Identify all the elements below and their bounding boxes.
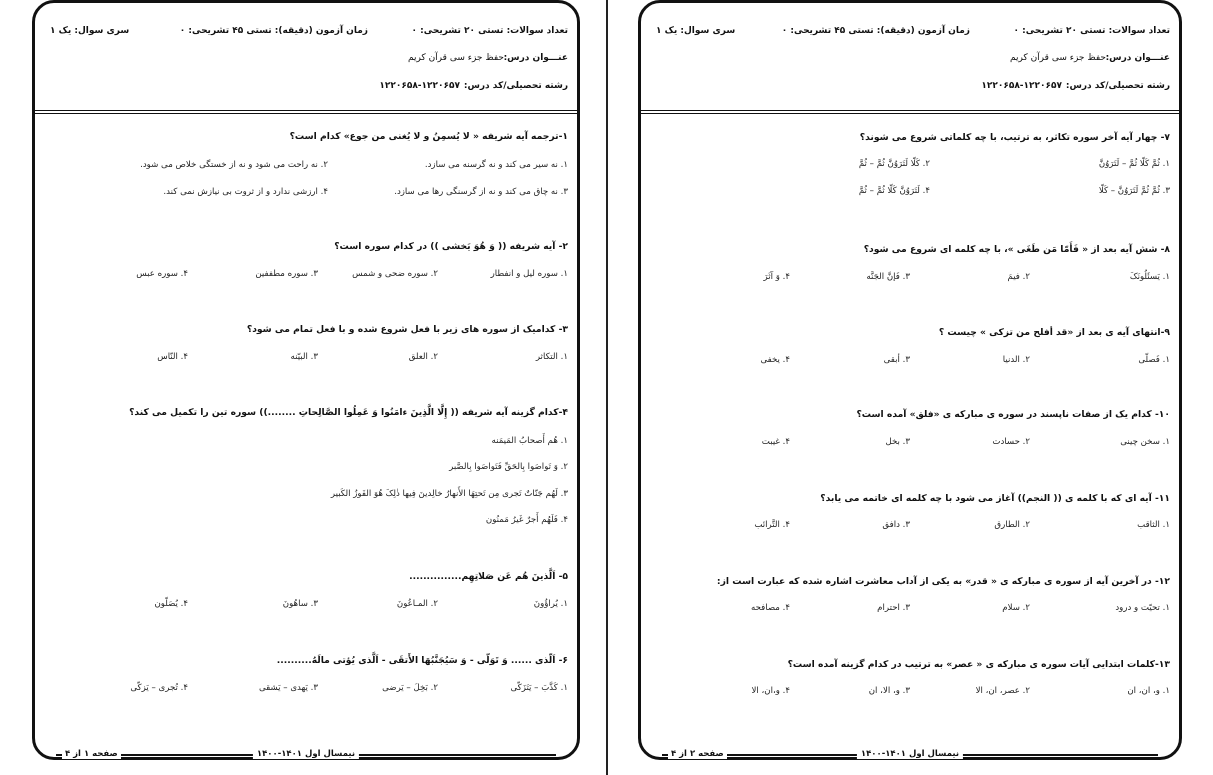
option-2[interactable]: ۲. الدنیا: [1002, 355, 1030, 365]
option-2[interactable]: ۲. بَخِلَ – یَرضی: [382, 683, 438, 693]
options-row: [650, 159, 1170, 173]
option-1[interactable]: ۱. فَصلّی: [1138, 355, 1170, 365]
question-3: ۳- کدامیک از سوره های زیر با فعل شروع شده و با فعل تمام می شود؟: [246, 324, 568, 335]
exam-page-2: [638, 0, 1182, 775]
option-3[interactable]: ۳. البیّنه: [290, 352, 318, 362]
question-4: ۴-کدام گزینه آیه شریفه (( إِلَّا الَّذِینَ ءامَنُوا وَ عَمِلُوا الصَّالِحاتِ ........)) سوره تین را تکمیل می کند؟: [129, 407, 568, 418]
option-3[interactable]: ۳. احترام: [877, 603, 910, 613]
option-1[interactable]: ۱. تحیّت و درود: [1115, 603, 1170, 613]
field-code-label: رشته تحصیلی/کد درس:: [463, 81, 568, 91]
question-6: ۶- اَلّذی ...... وَ تَوَلّی - وَ سَیُجَنَّبُهَا الأَتقَی - اَلَّذی یُؤتی مالَهُ..........: [276, 655, 568, 666]
option-4[interactable]: ۴. یخفی: [760, 355, 790, 365]
course-title-label: عنـــوان درس:: [503, 53, 568, 63]
options-row: [650, 272, 1170, 286]
question-12: ۱۲- در آخرین آیه از سوره ی مبارکه ی « قدر» به یکی از آداب معاشرت اشاره شده که عبارت است از:: [716, 576, 1170, 587]
option-1[interactable]: ۱. نه سیر می کند و نه گرسنه می سازد.: [424, 160, 568, 170]
question-2: ۲- آیه شریفه (( وَ هُوَ یَخشی )) در کدام سوره است؟: [334, 241, 568, 252]
option-2[interactable]: ۲. حسادت: [992, 437, 1030, 447]
exam-time: زمان آزمون (دقیقه): تستی ۴۵ تشریحی: ۰: [179, 26, 368, 36]
question-8: ۸- شش آیه بعد از « فَأَمّا مَن طَغَی »، با چه کلمه ای شروع می شود؟: [863, 244, 1170, 255]
page-footer: [638, 749, 1182, 761]
option-3[interactable]: ۳. فَإنَّ الجَنَّه: [866, 272, 910, 282]
course-title: حفظ جزء سی قرآن کریم: [407, 53, 504, 63]
option-4[interactable]: ۴. یُصَلّون: [154, 599, 188, 609]
option-2[interactable]: ۲. سلام: [1002, 603, 1030, 613]
page-frame: [638, 0, 1182, 760]
option-4[interactable]: ۴. ارزشی ندارد و از ثروت بی نیازش نمی کند.: [163, 187, 328, 197]
course-title-label: عنـــوان درس:: [1105, 53, 1170, 63]
option-1[interactable]: ۱. یُراؤُونَ: [533, 599, 568, 609]
question-10: ۱۰- کدام یک از صفات ناپسند در سوره ی مبارکه ی «فلق» آمده است؟: [856, 409, 1170, 420]
option-2[interactable]: ۲. الطارق: [994, 520, 1030, 530]
question-11: ۱۱- آیه ای که با کلمه ی (( النجم)) آغاز می شود با چه کلمه ای خاتمه می یابد؟: [820, 493, 1170, 504]
question-series: سری سوال: یک ۱: [656, 26, 736, 36]
option-3[interactable]: ۳. أبقی: [883, 355, 910, 365]
question-5: ۵- اَلَّذینَ هُم عَن صَلاتِهِم...............: [409, 571, 568, 582]
page-number: صفحه ۱ از ۴: [62, 749, 121, 759]
page-footer: [32, 749, 580, 761]
option-2[interactable]: ۲. کَلّا لَتَرَوُنَّ ثُمَّ – ثُمَّ: [858, 159, 930, 169]
options-row: [44, 160, 568, 174]
option-2[interactable]: ۲. عصر، ان، الا: [975, 686, 1030, 696]
exam-header: [638, 0, 1182, 114]
option-1[interactable]: ۱. و، ان، ان: [1127, 686, 1170, 696]
option-1[interactable]: ۱. الثاقب: [1137, 520, 1170, 530]
option-3[interactable]: ۳. ثُمَّ ثُمَّ لَتَرَوُنَّ – کَلّا: [1098, 186, 1170, 196]
exam-header: [32, 0, 580, 114]
option-3[interactable]: ۳. ساهُونَ: [282, 599, 318, 609]
option-3[interactable]: ۳. یَهدی – یَشقی: [258, 683, 318, 693]
question-series: سری سوال: یک ۱: [50, 26, 130, 36]
options-row: [44, 683, 568, 697]
option-4[interactable]: ۴. غیبت: [761, 437, 790, 447]
options-row: [650, 603, 1170, 617]
option-3[interactable]: ۳. نه چاق می کند و نه از گرسنگی رها می سازد.: [394, 187, 568, 197]
option-2[interactable]: ۲. فیمَ: [1007, 272, 1030, 282]
options-row: [650, 686, 1170, 700]
question-7: ۷- چهار آیه آخر سوره تکاثر، به ترتیب، با چه کلماتی شروع می شوند؟: [859, 132, 1170, 143]
option-3[interactable]: ۳. و، الا، ان: [868, 686, 910, 696]
option-4[interactable]: ۴. لَتَرَوُنَّ کَلّا ثُمَّ – ثُمَّ: [858, 186, 930, 196]
option-3[interactable]: ۳. دافق: [882, 520, 910, 530]
page-frame: [32, 0, 580, 760]
options-row: [44, 187, 568, 201]
question-count: تعداد سوالات: تستی ۲۰ تشریحی: ۰: [1013, 26, 1170, 36]
page-divider: [606, 0, 608, 775]
field-code-label: رشته تحصیلی/کد درس:: [1065, 81, 1170, 91]
page-number: صفحه ۲ از ۴: [668, 749, 727, 759]
options-row: [44, 599, 568, 613]
option-1[interactable]: ۱. التکاثر: [535, 352, 568, 362]
question-13: ۱۳-کلمات ابتدایی آیات سوره ی مبارکه ی « عصر» به ترتیب در کدام گزینه آمده است؟: [787, 659, 1170, 670]
option-2[interactable]: ۲. نه راحت می شود و نه از خستگی خلاص می شود.: [140, 160, 328, 170]
exam-page-1: [32, 0, 580, 775]
semester-label: نیمسال اول ۱۴۰۱-۱۴۰۰: [253, 749, 359, 759]
option-1[interactable]: ۱. ثُمَّ کَلّا ثُمَّ – لَتَرَوُنَّ: [1098, 159, 1170, 169]
option-2[interactable]: ۲. سوره ضحی و شمس: [352, 269, 438, 279]
option-4[interactable]: ۴. التَّرائب: [754, 520, 790, 530]
option-1[interactable]: ۱. سوره لیل و انفطار: [490, 269, 568, 279]
field-code: ۱۲۲۰۶۵۸-۱۲۲۰۶۵۷: [379, 81, 460, 91]
option-1[interactable]: ۱. هُم أَصحابُ المَیمَنه: [491, 436, 568, 446]
option-1[interactable]: ۱. یَسئَلُونَکَ: [1129, 272, 1170, 282]
question-count: تعداد سوالات: تستی ۲۰ تشریحی: ۰: [411, 26, 568, 36]
question-1: ۱-ترجمه آیه شریفه « لا یُسمِنُ و لا یُغنی من جوع» کدام است؟: [289, 131, 568, 142]
option-4[interactable]: ۴. وَ آثَرَ: [763, 272, 790, 282]
option-3[interactable]: ۳. بخل: [885, 437, 910, 447]
option-4[interactable]: ۴. النّاس: [157, 352, 188, 362]
option-4[interactable]: ۴. سوره عبس: [136, 269, 188, 279]
option-1[interactable]: ۱. کَذَّبَ – یَتَزَکّی: [510, 683, 568, 693]
exam-time: زمان آزمون (دقیقه): تستی ۴۵ تشریحی: ۰: [781, 26, 970, 36]
option-2[interactable]: ۲. وَ تَواصَوا بِالحَقِّ فَتَواصَوا بِالصَّبر: [449, 462, 568, 472]
options-row: [44, 352, 568, 366]
option-2[interactable]: ۲. المـاعُونَ: [396, 599, 438, 609]
options-row: [650, 520, 1170, 534]
option-4[interactable]: ۴. تُجری – یَزکّی: [130, 683, 188, 693]
options-row: [650, 437, 1170, 451]
options-row: [650, 355, 1170, 369]
option-1[interactable]: ۱. سخن چینی: [1120, 437, 1170, 447]
option-4[interactable]: ۴. و،ان، الا: [751, 686, 790, 696]
option-3[interactable]: ۳. لَهُم جَنّاتٌ تَجری مِن تَحتِهَا الأَنهارُ خالِدینَ فِیها ذٰلِکَ هُوَ الفَوزُ الکَبیر: [330, 489, 568, 499]
option-4[interactable]: ۴. مصافحه: [750, 603, 790, 613]
option-2[interactable]: ۲. العلق: [408, 352, 438, 362]
field-code: ۱۲۲۰۶۵۸-۱۲۲۰۶۵۷: [981, 81, 1062, 91]
course-title: حفظ جزء سی قرآن کریم: [1009, 53, 1106, 63]
options-row: [650, 186, 1170, 200]
option-4[interactable]: ۴. فَلَهُم أَجرٌ غَیرُ مَمنُون: [485, 515, 568, 525]
options-row: [44, 269, 568, 283]
semester-label: نیمسال اول ۱۴۰۱-۱۴۰۰: [857, 749, 963, 759]
option-3[interactable]: ۳. سوره مطففین: [255, 269, 318, 279]
question-9: ۹-انتهای آیه ی بعد از «قد أفلح من تزکی » چیست ؟: [938, 327, 1170, 338]
